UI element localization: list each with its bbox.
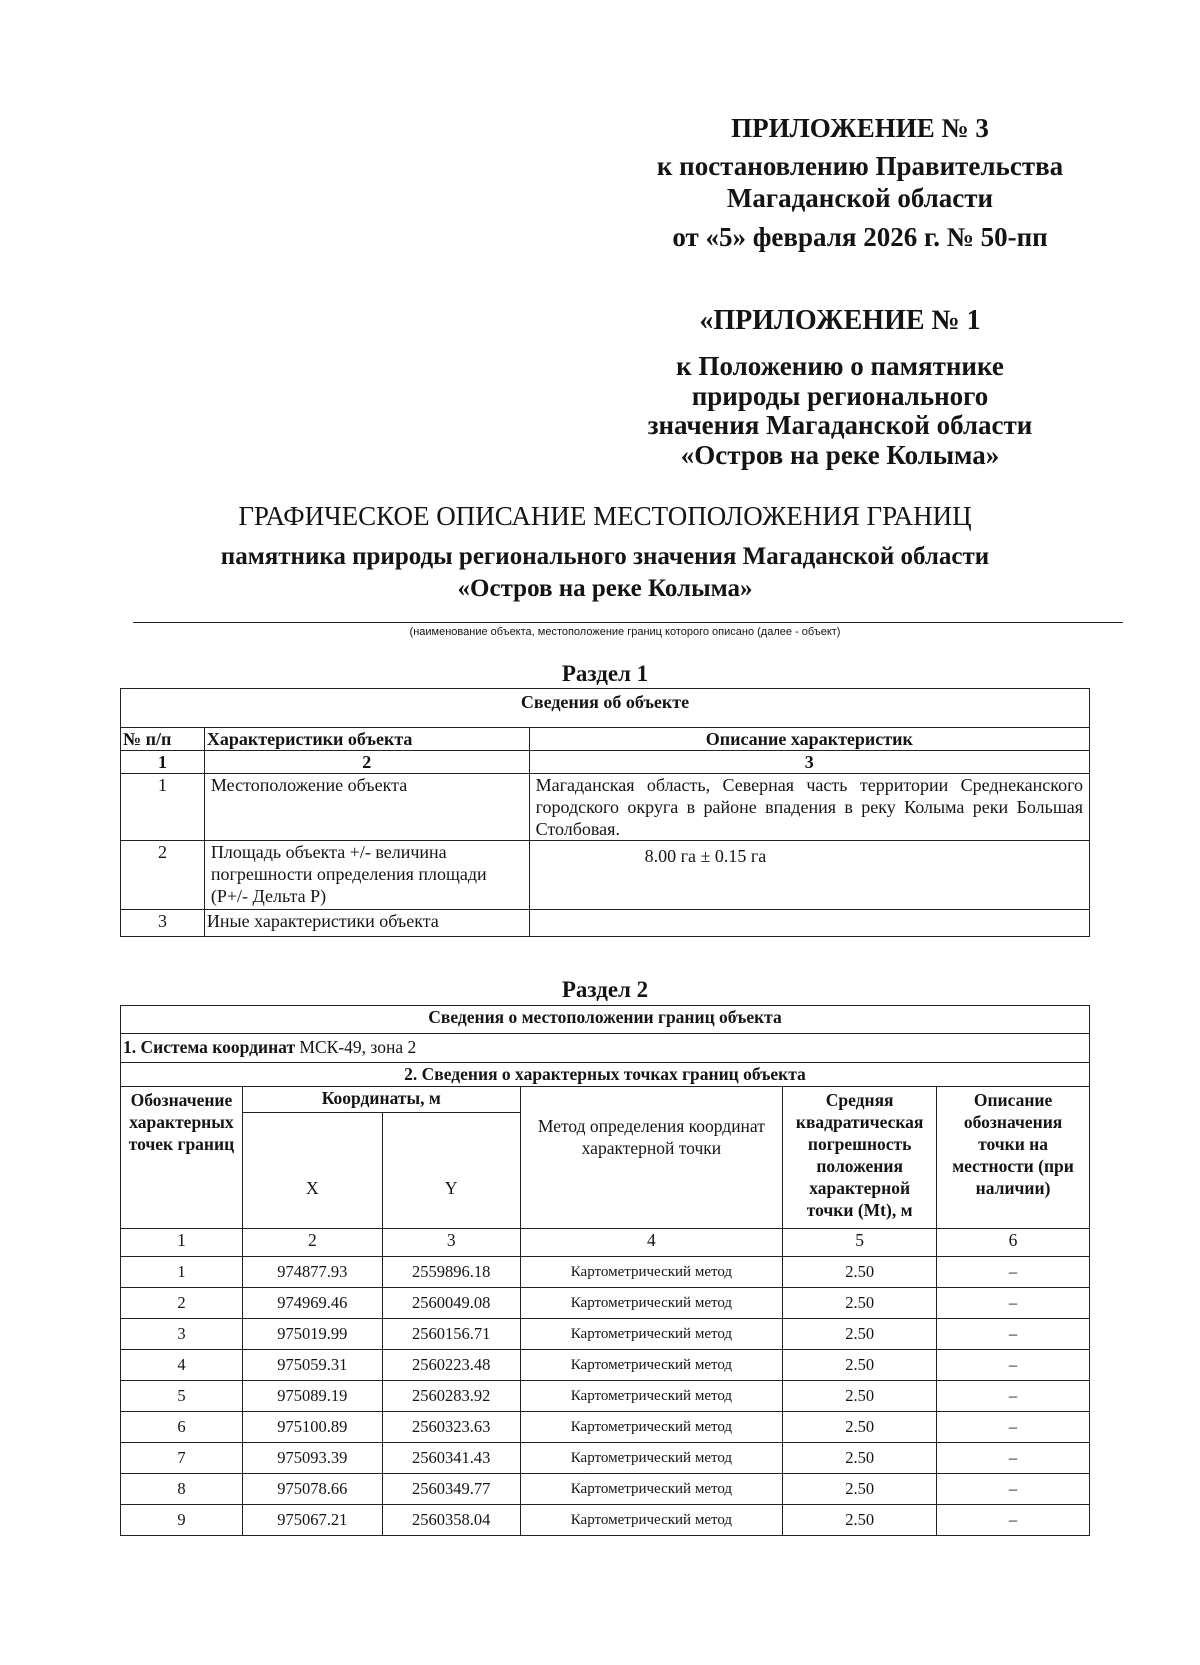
column-number: 5	[783, 1229, 937, 1257]
table-row	[121, 1288, 1090, 1319]
characteristic-description: Магаданская область, Северная часть территории Среднеканского городского округа в районе впадения в реку Колыма реки Большая Столбовая.	[529, 774, 1089, 841]
point-description: –	[937, 1350, 1090, 1381]
point-x-coordinate: 975078.66	[242, 1474, 382, 1505]
points-table-title: 2. Сведения о характерных точках границ объекта	[121, 1063, 1090, 1087]
column-number: 1	[121, 751, 205, 774]
point-x-coordinate: 975059.31	[242, 1350, 382, 1381]
table-row	[121, 1412, 1090, 1443]
column-number: 3	[529, 751, 1089, 774]
point-accuracy: 2.50	[783, 1288, 937, 1319]
point-accuracy: 2.50	[783, 1474, 937, 1505]
characteristic-name: Площадь объекта +/- величина погрешности определения площади (Р+/- Дельта Р)	[204, 841, 529, 910]
point-method: Картометрический метод	[520, 1412, 783, 1443]
column-header-x: X	[242, 1113, 382, 1229]
row-number: 3	[121, 910, 205, 937]
point-number: 4	[121, 1350, 243, 1381]
column-number: 1	[121, 1229, 243, 1257]
column-number: 3	[382, 1229, 520, 1257]
point-description: –	[937, 1505, 1090, 1536]
boundary-points-table	[120, 1005, 1090, 1536]
characteristic-description: 8.00 га ± 0.15 га	[529, 841, 1089, 910]
point-x-coordinate: 975100.89	[242, 1412, 382, 1443]
point-method: Картометрический метод	[520, 1350, 783, 1381]
point-y-coordinate: 2559896.18	[382, 1257, 520, 1288]
point-description: –	[937, 1412, 1090, 1443]
characteristic-name: Местоположение объекта	[204, 774, 529, 841]
point-x-coordinate: 975067.21	[242, 1505, 382, 1536]
table-row	[121, 1257, 1090, 1288]
resolution-line-2: Магаданской области	[726, 183, 994, 213]
column-header-method: Метод определения координат характерной точки	[520, 1087, 783, 1229]
row-number: 1	[121, 774, 205, 841]
point-y-coordinate: 2560223.48	[382, 1350, 520, 1381]
column-number: 6	[937, 1229, 1090, 1257]
table-row	[121, 1319, 1090, 1350]
point-description: –	[937, 1257, 1090, 1288]
document-main-title: ГРАФИЧЕСКОЕ ОПИСАНИЕ МЕСТОПОЛОЖЕНИЯ ГРАНИЦ	[238, 501, 972, 531]
coordinate-system-label: 1. Система координат	[123, 1037, 296, 1057]
table-row	[121, 1474, 1090, 1505]
appendix-1-title: «ПРИЛОЖЕНИЕ № 1	[699, 305, 981, 336]
point-number: 5	[121, 1381, 243, 1412]
point-number: 9	[121, 1505, 243, 1536]
characteristic-description	[529, 910, 1089, 937]
column-number: 4	[520, 1229, 783, 1257]
appendix-1-line-4: «Остров на реке Колыма»	[680, 440, 1000, 470]
point-method: Картометрический метод	[520, 1381, 783, 1412]
column-number: 2	[204, 751, 529, 774]
column-header-designation: Обозначение характерных точек границ	[121, 1087, 243, 1229]
point-description: –	[937, 1319, 1090, 1350]
section-1-title: Раздел 1	[561, 661, 649, 686]
table-row	[121, 1350, 1090, 1381]
appendix-1-line-2: природы регионального	[691, 381, 989, 411]
point-description: –	[937, 1381, 1090, 1412]
point-accuracy: 2.50	[783, 1257, 937, 1288]
point-number: 1	[121, 1257, 243, 1288]
appendix-1-line-3: значения Магаданской области	[647, 410, 1033, 440]
table-row	[121, 1443, 1090, 1474]
point-accuracy: 2.50	[783, 1443, 937, 1474]
boundary-table-title: Сведения о местоположении границ объекта	[121, 1006, 1090, 1034]
point-number: 8	[121, 1474, 243, 1505]
column-header-characteristics: Характеристики объекта	[204, 728, 529, 751]
object-info-table-title: Сведения об объекте	[121, 689, 1090, 728]
point-method: Картометрический метод	[520, 1319, 783, 1350]
appendix-1-line-1: к Положению о памятнике	[676, 351, 1004, 381]
column-header-description: Описание характеристик	[529, 728, 1089, 751]
point-accuracy: 2.50	[783, 1319, 937, 1350]
point-accuracy: 2.50	[783, 1350, 937, 1381]
object-info-table	[120, 688, 1090, 937]
point-accuracy: 2.50	[783, 1381, 937, 1412]
point-method: Картометрический метод	[520, 1505, 783, 1536]
table-row	[121, 841, 1090, 910]
point-accuracy: 2.50	[783, 1505, 937, 1536]
document-subtitle-2: «Остров на реке Колыма»	[457, 575, 753, 602]
document-subtitle-1: памятника природы регионального значения Магаданской области	[220, 543, 990, 570]
point-number: 6	[121, 1412, 243, 1443]
point-number: 3	[121, 1319, 243, 1350]
resolution-line-1: к постановлению Правительства	[656, 151, 1064, 181]
column-header-point-description: Описание обозначения точки на местности (при наличии)	[937, 1087, 1090, 1229]
point-description: –	[937, 1443, 1090, 1474]
coordinate-system-value: МСК-49, зона 2	[299, 1037, 417, 1057]
title-underline	[133, 622, 1123, 623]
point-x-coordinate: 974877.93	[242, 1257, 382, 1288]
point-description: –	[937, 1288, 1090, 1319]
point-y-coordinate: 2560341.43	[382, 1443, 520, 1474]
resolution-date: от «5» февраля 2026 г. № 50-пп	[672, 222, 1048, 252]
point-x-coordinate: 975019.99	[242, 1319, 382, 1350]
characteristic-name: Иные характеристики объекта	[204, 910, 529, 937]
table-row	[121, 910, 1090, 937]
table-row	[121, 1381, 1090, 1412]
title-caption: (наименование объекта, местоположение границ которого описано (далее - объект)	[409, 626, 841, 638]
table-row	[121, 774, 1090, 841]
point-method: Картометрический метод	[520, 1474, 783, 1505]
coordinate-system	[121, 1034, 1090, 1063]
point-y-coordinate: 2560349.77	[382, 1474, 520, 1505]
point-y-coordinate: 2560323.63	[382, 1412, 520, 1443]
point-method: Картометрический метод	[520, 1443, 783, 1474]
point-method: Картометрический метод	[520, 1257, 783, 1288]
column-header-y: Y	[382, 1113, 520, 1229]
point-number: 2	[121, 1288, 243, 1319]
table-row	[121, 1505, 1090, 1536]
row-number: 2	[121, 841, 205, 910]
appendix-3-title: ПРИЛОЖЕНИЕ № 3	[731, 113, 989, 143]
point-y-coordinate: 2560358.04	[382, 1505, 520, 1536]
point-number: 7	[121, 1443, 243, 1474]
section-2-title: Раздел 2	[561, 977, 649, 1002]
point-x-coordinate: 975093.39	[242, 1443, 382, 1474]
column-header-accuracy: Средняя квадратическая погрешность положения характерной точки (Mt), м	[783, 1087, 937, 1229]
point-y-coordinate: 2560283.92	[382, 1381, 520, 1412]
point-y-coordinate: 2560049.08	[382, 1288, 520, 1319]
column-header-coordinates: Координаты, м	[242, 1087, 520, 1113]
point-accuracy: 2.50	[783, 1412, 937, 1443]
column-number: 2	[242, 1229, 382, 1257]
point-x-coordinate: 974969.46	[242, 1288, 382, 1319]
point-x-coordinate: 975089.19	[242, 1381, 382, 1412]
point-y-coordinate: 2560156.71	[382, 1319, 520, 1350]
point-method: Картометрический метод	[520, 1288, 783, 1319]
column-header-number: № п/п	[121, 728, 205, 751]
point-description: –	[937, 1474, 1090, 1505]
